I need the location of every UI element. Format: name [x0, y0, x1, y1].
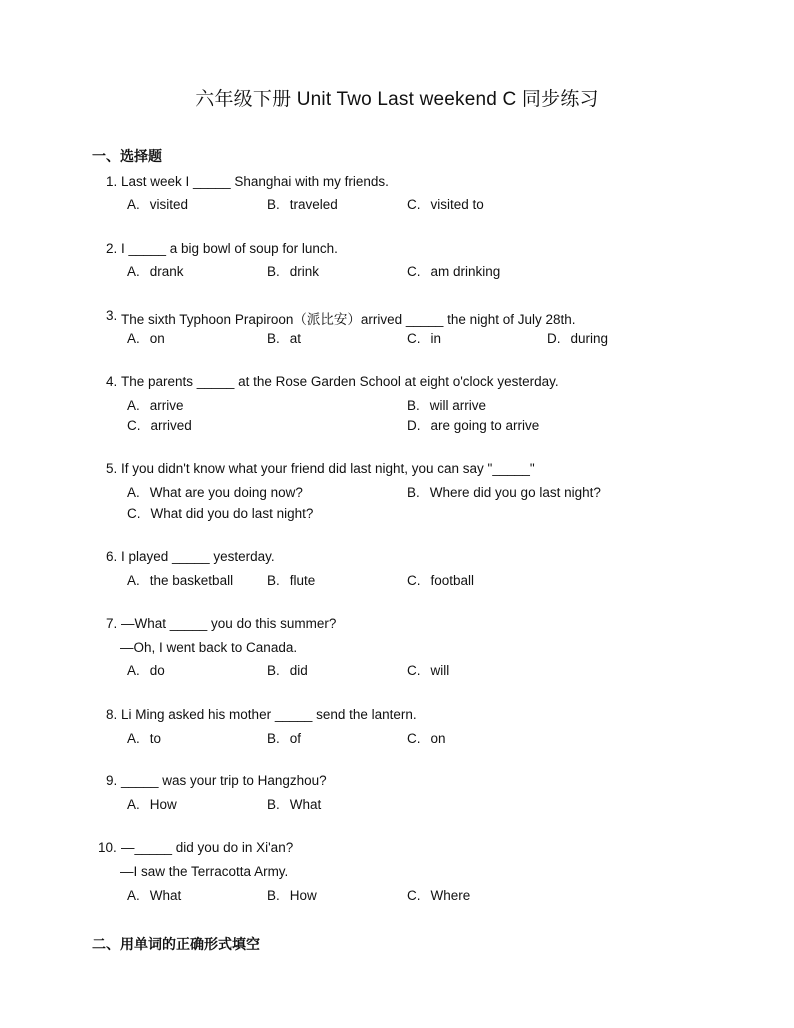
option-c[interactable]	[407, 197, 484, 212]
option-text: will arrive	[429, 398, 487, 413]
question-number: 2.	[106, 241, 118, 256]
option-label: C.	[407, 888, 421, 903]
option-text: are going to arrive	[430, 418, 540, 433]
question-number: 7.	[106, 616, 118, 631]
option-d[interactable]	[547, 331, 608, 346]
option-label: C.	[127, 418, 141, 433]
option-b[interactable]	[267, 731, 301, 746]
option-a[interactable]	[127, 663, 165, 678]
question-number: 3.	[106, 308, 118, 323]
question-response-line: —Oh, I went back to Canada.	[120, 640, 298, 655]
option-label: A.	[127, 264, 140, 279]
option-text: How	[149, 797, 177, 812]
question-stem: I _____ a big bowl of soup for lunch.	[121, 241, 338, 256]
option-label: D.	[407, 418, 421, 433]
option-a[interactable]	[127, 398, 184, 413]
page-title: 六年级下册 Unit Two Last weekend C 同步练习	[195, 89, 599, 110]
option-b[interactable]	[267, 888, 317, 903]
option-b[interactable]	[267, 331, 301, 346]
question-stem: —What _____ you do this summer?	[121, 616, 337, 631]
option-label: A.	[127, 331, 140, 346]
option-b[interactable]	[407, 398, 486, 413]
option-a[interactable]	[127, 197, 188, 212]
option-a[interactable]	[127, 731, 161, 746]
option-c[interactable]	[407, 663, 449, 678]
option-b[interactable]	[267, 573, 315, 588]
option-label: C.	[407, 731, 421, 746]
option-c[interactable]	[407, 731, 446, 746]
option-b[interactable]	[267, 663, 308, 678]
option-text: of	[289, 731, 302, 746]
option-label: B.	[267, 197, 280, 212]
question-stem: I played _____ yesterday.	[121, 549, 275, 564]
question-stem: Last week I _____ Shanghai with my friends.	[121, 174, 389, 189]
option-label: C.	[127, 506, 141, 521]
option-label: B.	[407, 485, 420, 500]
option-b[interactable]	[407, 485, 601, 500]
option-text: during	[570, 331, 609, 346]
option-label: A.	[127, 197, 140, 212]
option-c[interactable]	[127, 418, 192, 433]
option-label: B.	[267, 731, 280, 746]
option-a[interactable]	[127, 797, 177, 812]
option-text: arrived	[150, 418, 192, 433]
option-label: B.	[267, 573, 280, 588]
option-c[interactable]	[407, 888, 470, 903]
option-a[interactable]	[127, 888, 181, 903]
option-text: drank	[149, 264, 184, 279]
option-label: A.	[127, 398, 140, 413]
option-c[interactable]	[407, 573, 474, 588]
option-text: Where did you go last night?	[429, 485, 601, 500]
option-label: B.	[267, 663, 280, 678]
option-label: B.	[267, 797, 280, 812]
question-stem: —_____ did you do in Xi'an?	[121, 840, 294, 855]
option-text: drink	[289, 264, 320, 279]
option-a[interactable]	[127, 331, 165, 346]
option-a[interactable]	[127, 264, 184, 279]
option-text: flute	[289, 573, 316, 588]
question-number: 4.	[106, 374, 118, 389]
section-heading-choice: 一、选择题	[92, 148, 162, 164]
option-text: at	[289, 331, 302, 346]
option-b[interactable]	[267, 264, 319, 279]
option-text: am drinking	[430, 264, 501, 279]
option-text: on	[149, 331, 165, 346]
option-label: B.	[267, 331, 280, 346]
question-stem: The sixth Typhoon Prapiroon（派比安）arrived _____ the night of July 28th.	[121, 312, 576, 327]
option-label: D.	[547, 331, 561, 346]
question-number: 5.	[106, 461, 118, 476]
option-a[interactable]	[127, 485, 303, 500]
option-text: in	[430, 331, 442, 346]
option-c[interactable]	[407, 264, 500, 279]
option-label: B.	[267, 888, 280, 903]
option-b[interactable]	[267, 797, 321, 812]
question-number: 8.	[106, 707, 118, 722]
question-stem: The parents _____ at the Rose Garden School at eight o'clock yesterday.	[121, 374, 559, 389]
option-a[interactable]	[127, 573, 233, 588]
question-number: 1.	[106, 174, 118, 189]
option-text: visited to	[430, 197, 484, 212]
option-label: C.	[407, 264, 421, 279]
option-label: C.	[407, 573, 421, 588]
option-label: B.	[267, 264, 280, 279]
option-text: What	[149, 888, 182, 903]
option-label: B.	[407, 398, 420, 413]
option-text: do	[149, 663, 165, 678]
option-text: How	[289, 888, 317, 903]
option-label: A.	[127, 888, 140, 903]
option-text: Where	[430, 888, 471, 903]
option-text: on	[430, 731, 446, 746]
option-c[interactable]	[407, 331, 441, 346]
option-text: to	[149, 731, 162, 746]
option-text: arrive	[149, 398, 184, 413]
question-response-line: —I saw the Terracotta Army.	[120, 864, 289, 879]
option-label: A.	[127, 731, 140, 746]
option-text: traveled	[289, 197, 338, 212]
option-label: A.	[127, 573, 140, 588]
option-label: C.	[407, 197, 421, 212]
question-number: 10.	[98, 840, 117, 855]
question-stem: Li Ming asked his mother _____ send the lantern.	[121, 707, 417, 722]
option-text: the basketball	[149, 573, 234, 588]
question-stem: _____ was your trip to Hangzhou?	[121, 773, 327, 788]
section-heading-fill-in: 二、用单词的正确形式填空	[92, 936, 260, 952]
option-text: visited	[149, 197, 189, 212]
option-text: will	[430, 663, 450, 678]
option-d[interactable]	[407, 418, 539, 433]
option-text: did	[289, 663, 308, 678]
option-label: C.	[407, 663, 421, 678]
question-number: 6.	[106, 549, 118, 564]
option-text: What did you do last night?	[150, 506, 314, 521]
option-label: A.	[127, 663, 140, 678]
question-stem: If you didn't know what your friend did last night, you can say "_____"	[121, 461, 535, 476]
question-number: 9.	[106, 773, 118, 788]
option-text: What	[289, 797, 322, 812]
option-label: C.	[407, 331, 421, 346]
option-text: What are you doing now?	[149, 485, 303, 500]
option-label: A.	[127, 797, 140, 812]
option-text: football	[430, 573, 475, 588]
option-b[interactable]	[267, 197, 338, 212]
option-label: A.	[127, 485, 140, 500]
option-c[interactable]	[127, 506, 313, 521]
